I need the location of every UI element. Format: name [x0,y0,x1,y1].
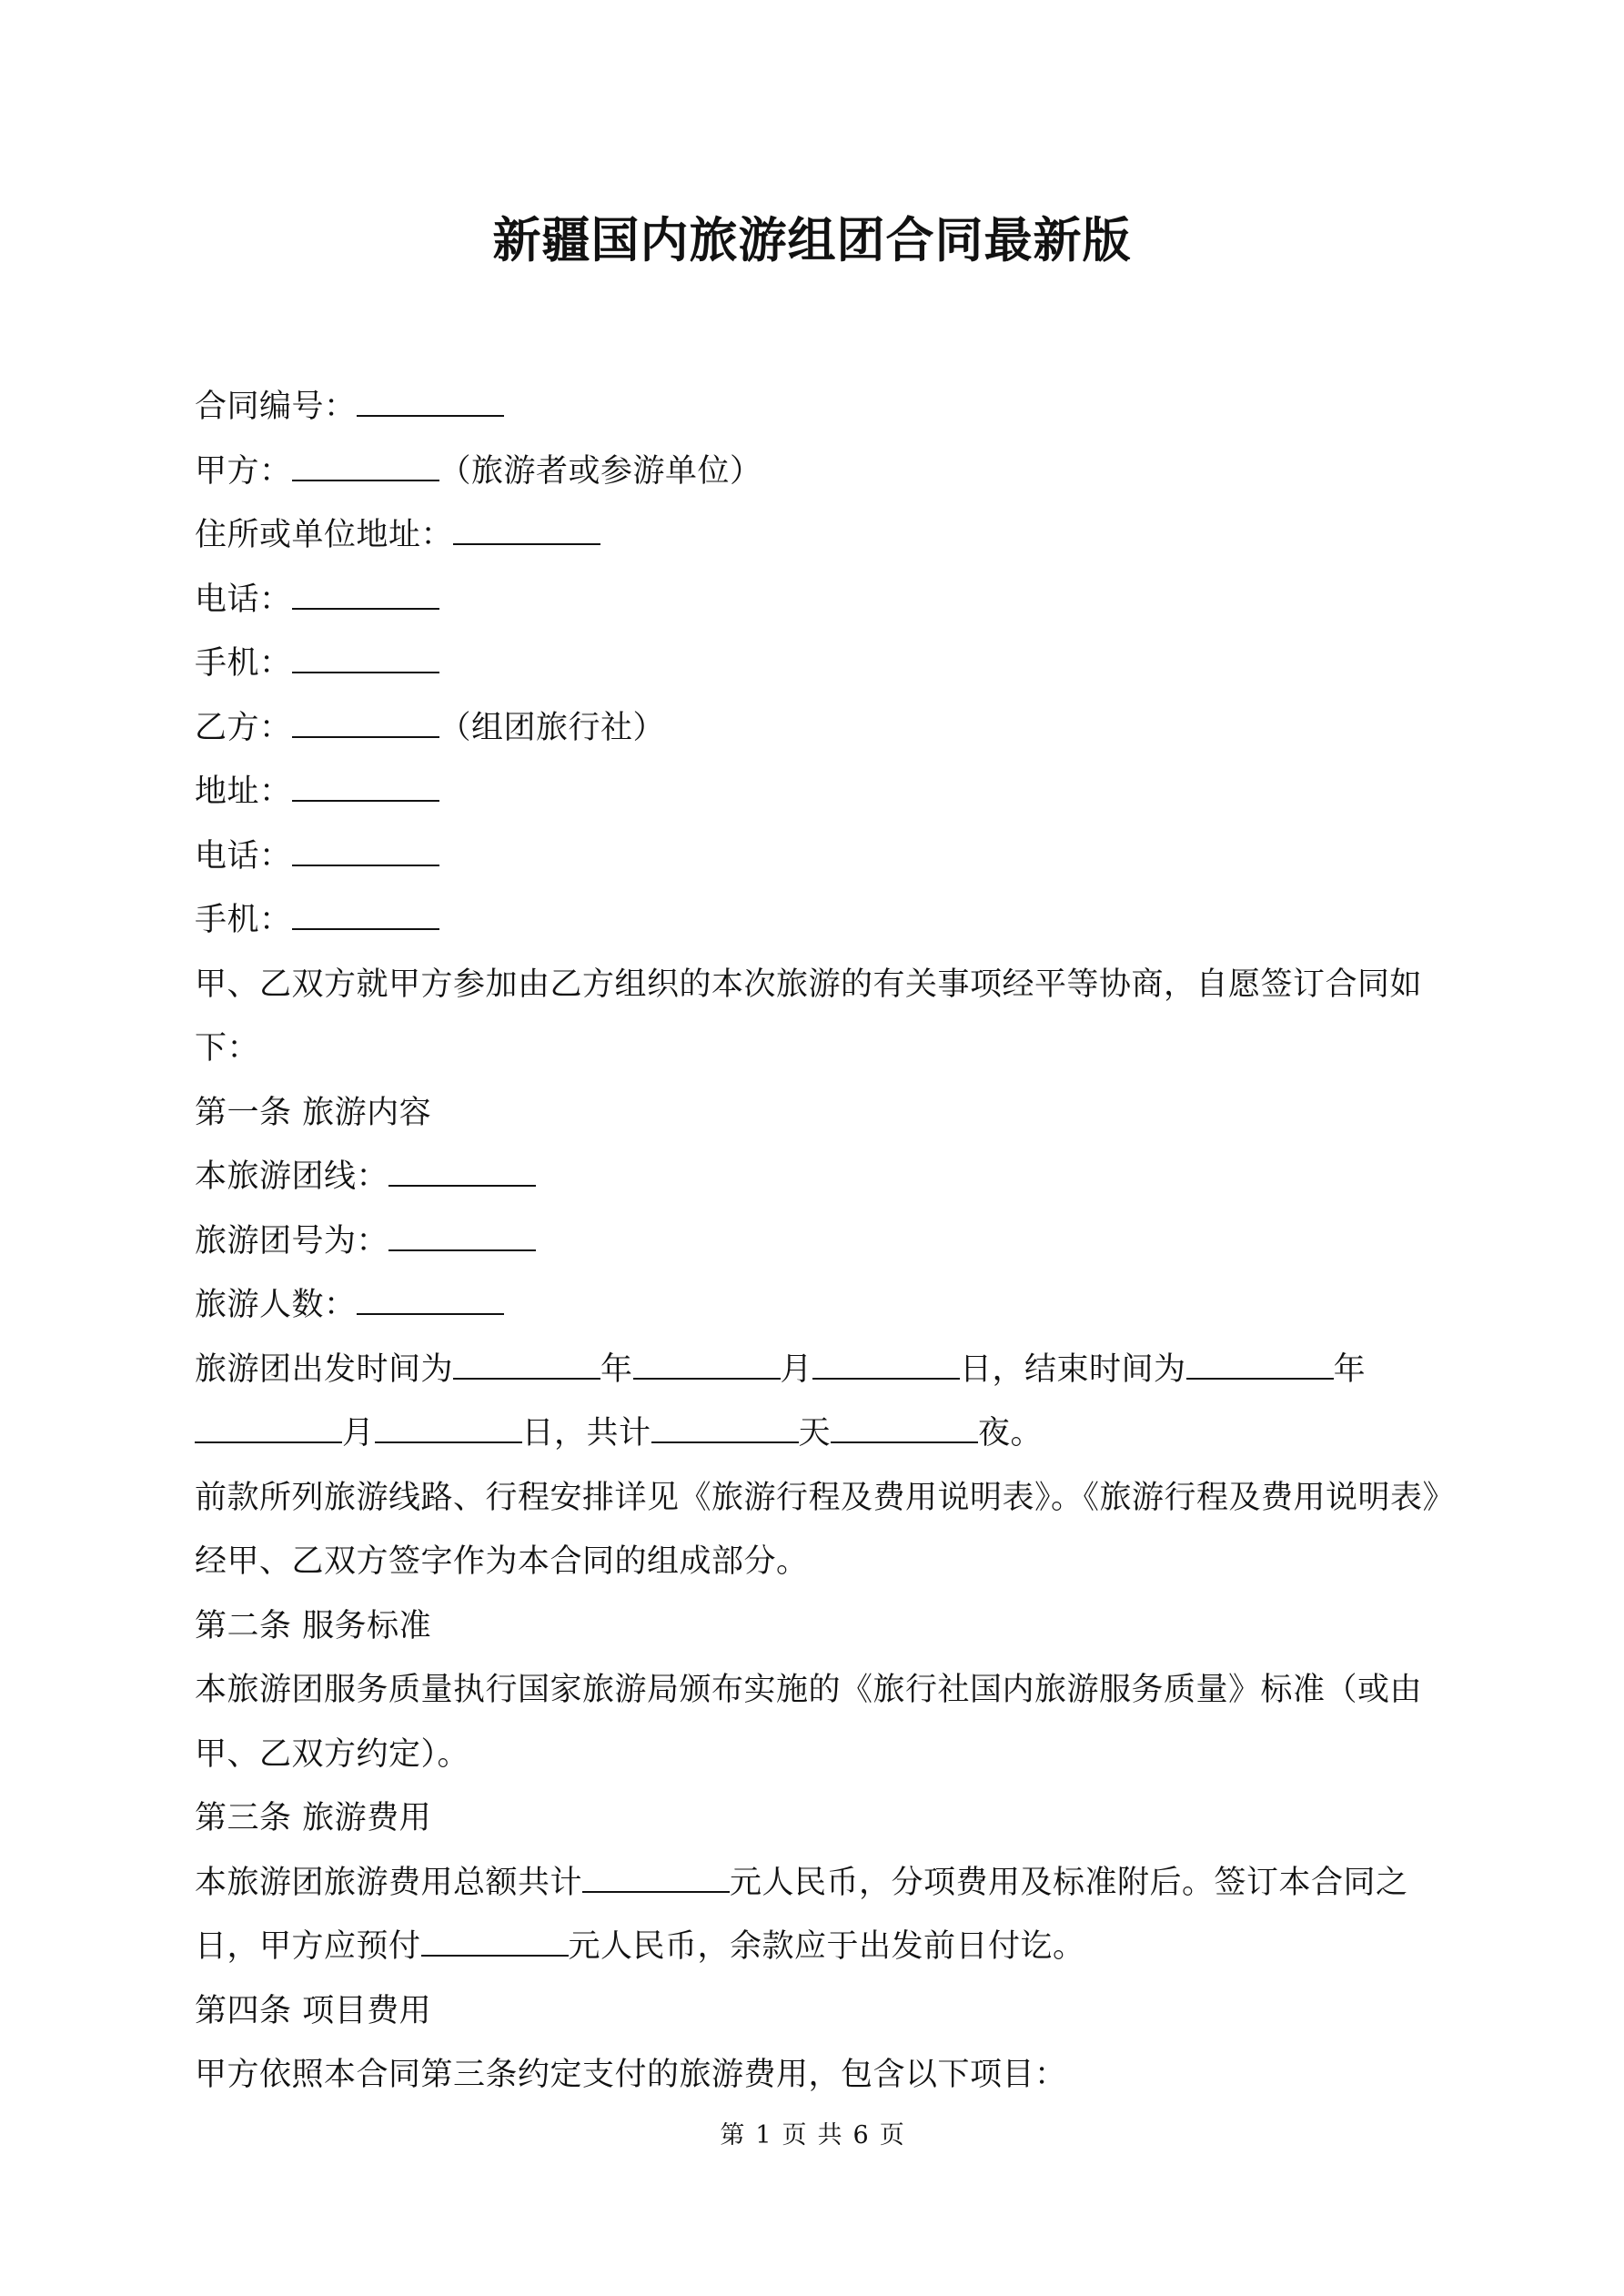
end-time-label: 日，结束时间为 [960,1350,1186,1388]
party-a-address-blank[interactable] [453,540,600,545]
party-b-note: （组团旅行社） [439,709,666,746]
party-a-mobile-blank[interactable] [292,668,439,673]
contract-number-line [195,375,1441,440]
party-b-line [195,696,1441,761]
party-a-mobile-line [195,632,1441,696]
party-a-phone-line [195,568,1441,632]
fee-total-blank[interactable] [582,1887,730,1893]
departure-month-blank[interactable] [633,1374,781,1380]
route-line [195,1145,1441,1209]
party-b-phone-label: 电话： [195,837,292,875]
footer-suffix: 页 [879,2121,904,2149]
departure-time-line [195,1338,1441,1402]
footer-total-word: 共 [817,2121,842,2149]
nights-label: 夜。 [978,1415,1044,1451]
month-label: 月 [780,1350,813,1388]
party-a-mobile-label: 手机： [195,645,292,682]
prepay-suffix: 元人民币，余款应于出发前日付讫。 [568,1928,1085,1965]
article-2-heading: 第二条 服务标准 [195,1607,432,1644]
party-b-phone-blank[interactable] [292,861,439,866]
prepay-label: 日，甲方应预付 [195,1928,421,1965]
fee-line-1 [195,1851,1441,1916]
service-standard-line-1: 本旅游团服务质量执行国家旅游局颁布实施的《旅行社国内旅游服务质量》标准（或由 [195,1672,1423,1708]
total-days-blank[interactable] [651,1438,799,1443]
end-day-blank[interactable] [375,1438,522,1443]
end-year-label: 年 [1333,1350,1367,1388]
route-blank[interactable] [388,1181,536,1187]
end-year-blank[interactable] [1186,1374,1334,1380]
article-1-heading: 第一条 旅游内容 [195,1094,432,1131]
party-a-phone-blank[interactable] [292,604,439,610]
party-b-mobile-blank[interactable] [292,925,439,930]
end-time-line [195,1401,1441,1466]
footer-total-pages: 6 [852,2121,869,2149]
party-a-address-label: 住所或单位地址： [195,517,454,553]
article-4-heading: 第四条 项目费用 [195,1992,432,2029]
document-title: 新疆国内旅游组团合同最新版 [492,212,1132,268]
departure-label: 旅游团出发时间为 [195,1350,454,1388]
footer-page-word: 页 [782,2121,807,2149]
fee-line-2 [195,1915,1441,1979]
party-a-line [195,440,1441,504]
people-count-label: 旅游人数： [195,1287,357,1323]
end-month-blank[interactable] [195,1438,342,1443]
group-number-blank[interactable] [388,1246,536,1251]
fee-total-suffix: 元人民币，分项费用及标准附后。签订本合同之 [730,1864,1408,1901]
contract-number-blank[interactable] [357,411,504,417]
itinerary-line-1: 前款所列旅游线路、行程安排详见《旅游行程及费用说明表》。《旅游行程及费用说明表》 [195,1479,1456,1516]
prepay-blank[interactable] [421,1951,569,1957]
party-b-label: 乙方： [195,709,292,746]
party-a-label: 甲方： [195,452,292,490]
total-label: 日，共计 [521,1415,651,1451]
people-count-blank[interactable] [357,1310,504,1315]
intro-line-2: 下： [195,1030,260,1067]
end-month-label: 月 [342,1415,375,1451]
departure-year-blank[interactable] [453,1374,600,1380]
year-label: 年 [600,1350,633,1388]
party-b-address-label: 地址： [195,774,292,810]
party-b-mobile-line [195,888,1441,953]
departure-day-blank[interactable] [812,1374,960,1380]
items-intro-line: 甲方依照本合同第三条约定支付的旅游费用，包含以下项目： [195,2057,1067,2093]
itinerary-line-2: 经甲、乙双方签字作为本合同的组成部分。 [195,1543,809,1580]
contract-body [195,375,1456,2108]
party-b-blank[interactable] [292,733,439,738]
intro-line-1: 甲、乙双方就甲方参加由乙方组织的本次旅游的有关事项经平等协商，自愿签订合同如 [195,966,1423,1003]
party-a-phone-label: 电话： [195,581,292,618]
group-number-label: 旅游团号为： [195,1222,389,1259]
party-b-address-blank[interactable] [292,796,439,802]
party-a-blank[interactable] [292,476,439,481]
party-a-note: （旅游者或参游单位） [439,452,762,490]
party-b-mobile-label: 手机： [195,902,292,938]
service-standard-line-2: 甲、乙双方约定）。 [195,1735,470,1773]
footer-prefix: 第 [720,2121,745,2149]
people-count-line [195,1273,1441,1338]
group-number-line [195,1209,1441,1274]
fee-total-label: 本旅游团旅游费用总额共计 [195,1864,583,1901]
article-3-heading: 第三条 旅游费用 [195,1800,432,1836]
footer-current-page: 1 [755,2121,772,2149]
party-b-phone-line [195,824,1441,889]
party-a-address-line [195,503,1441,568]
party-b-address-line [195,760,1441,824]
days-label: 天 [798,1415,832,1451]
contract-number-label: 合同编号： [195,389,357,425]
total-nights-blank[interactable] [831,1438,978,1443]
page-footer [0,2118,1624,2154]
route-label: 本旅游团线： [195,1158,389,1195]
